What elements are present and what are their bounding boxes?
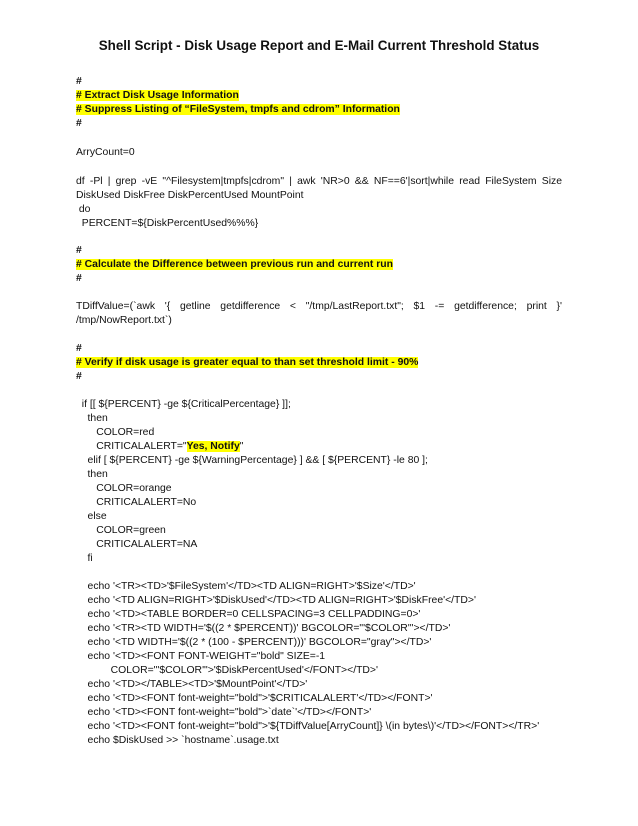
code-text: CRITICALALERT=" xyxy=(76,441,187,452)
code-line: if [[ ${PERCENT} -ge ${CriticalPercentage} ]]; xyxy=(76,399,291,410)
code-line: echo '<TD><TABLE BORDER=0 CELLSPACING=3 CELLPADDING=0>' xyxy=(76,609,421,620)
code-line: echo '<TD><FONT font-weight="bold">'$CRITICALALERT'</TD></FONT>' xyxy=(76,693,433,704)
code-line: echo $DiskUsed >> `hostname`.usage.txt xyxy=(76,735,279,746)
code-line: do xyxy=(76,204,91,215)
page-title: Shell Script - Disk Usage Report and E-Mail Current Threshold Status xyxy=(98,38,540,53)
highlighted-comment: # Suppress Listing of “FileSystem, tmpfs and cdrom” Information xyxy=(76,104,400,115)
comment-line xyxy=(76,103,400,116)
code-line: /tmp/NowReport.txt`) xyxy=(76,315,172,326)
code-line: else xyxy=(76,511,107,522)
comment-hash: # xyxy=(76,76,82,87)
code-line: then xyxy=(76,469,108,480)
code-line: then xyxy=(76,413,108,424)
comment-hash: # xyxy=(76,371,82,382)
comment-hash: # xyxy=(76,273,82,284)
code-line: echo '<TD></TABLE><TD>'$MountPoint'</TD>' xyxy=(76,679,308,690)
code-line: ArryCount=0 xyxy=(76,147,135,158)
code-line: df -Pl | grep -vE "^Filesystem|tmpfs|cdrom" | awk 'NR>0 && NF==6'|sort|while read FileSystem Size xyxy=(76,176,562,187)
code-line: CRITICALALERT=No xyxy=(76,497,197,508)
code-line: echo '<TR><TD WIDTH='$((2 * $PERCENT))' BGCOLOR="'$COLOR'"></TD>' xyxy=(76,623,451,634)
highlighted-comment: # Verify if disk usage is greater equal to than set threshold limit - 90% xyxy=(76,357,419,368)
code-line: PERCENT=${DiskPercentUsed%%%} xyxy=(76,218,259,229)
code-line: DiskUsed DiskFree DiskPercentUsed MountPoint xyxy=(76,190,304,201)
comment-line xyxy=(76,258,393,271)
highlighted-comment: # Calculate the Difference between previous run and current run xyxy=(76,259,393,270)
comment-line xyxy=(76,89,239,102)
comment-hash: # xyxy=(76,118,82,129)
code-line: echo '<TD><FONT font-weight="bold">`date`'</TD></FONT>' xyxy=(76,707,372,718)
highlighted-comment: # Extract Disk Usage Information xyxy=(76,90,239,101)
comment-hash: # xyxy=(76,245,82,256)
code-line: echo '<TR><TD>'$FileSystem'</TD><TD ALIGN=RIGHT>'$Size'</TD>' xyxy=(76,581,416,592)
code-line xyxy=(76,440,243,453)
code-line: COLOR="'$COLOR'">'$DiskPercentUsed'</FONT></TD>' xyxy=(76,665,378,676)
code-line: echo '<TD WIDTH='$((2 * (100 - $PERCENT)))' BGCOLOR="gray"></TD>' xyxy=(76,637,432,648)
highlighted-value: Yes, Notify xyxy=(186,441,240,452)
code-line: COLOR=red xyxy=(76,427,155,438)
code-line: TDiffValue=(`awk '{ getline getdifference < "/tmp/LastReport.txt"; $1 -= getdifference; print }' xyxy=(76,301,562,312)
comment-line xyxy=(76,356,418,369)
code-line: echo '<TD><FONT FONT-WEIGHT="bold" SIZE=-1 xyxy=(76,651,326,662)
code-line: echo '<TD ALIGN=RIGHT>'$DiskUsed'</TD><TD ALIGN=RIGHT>'$DiskFree'</TD>' xyxy=(76,595,476,606)
code-line: COLOR=green xyxy=(76,525,166,536)
code-line: elif [ ${PERCENT} -ge ${WarningPercentage} ] && [ ${PERCENT} -le 80 ]; xyxy=(76,455,428,466)
code-line: COLOR=orange xyxy=(76,483,172,494)
comment-hash: # xyxy=(76,343,82,354)
code-line: echo '<TD><FONT font-weight="bold">'${TDiffValue[ArryCount]} \(in bytes\)'</TD></FONT></TR>' xyxy=(76,721,540,732)
code-line: fi xyxy=(76,553,93,564)
code-line: CRITICALALERT=NA xyxy=(76,539,198,550)
code-text: " xyxy=(239,441,244,452)
